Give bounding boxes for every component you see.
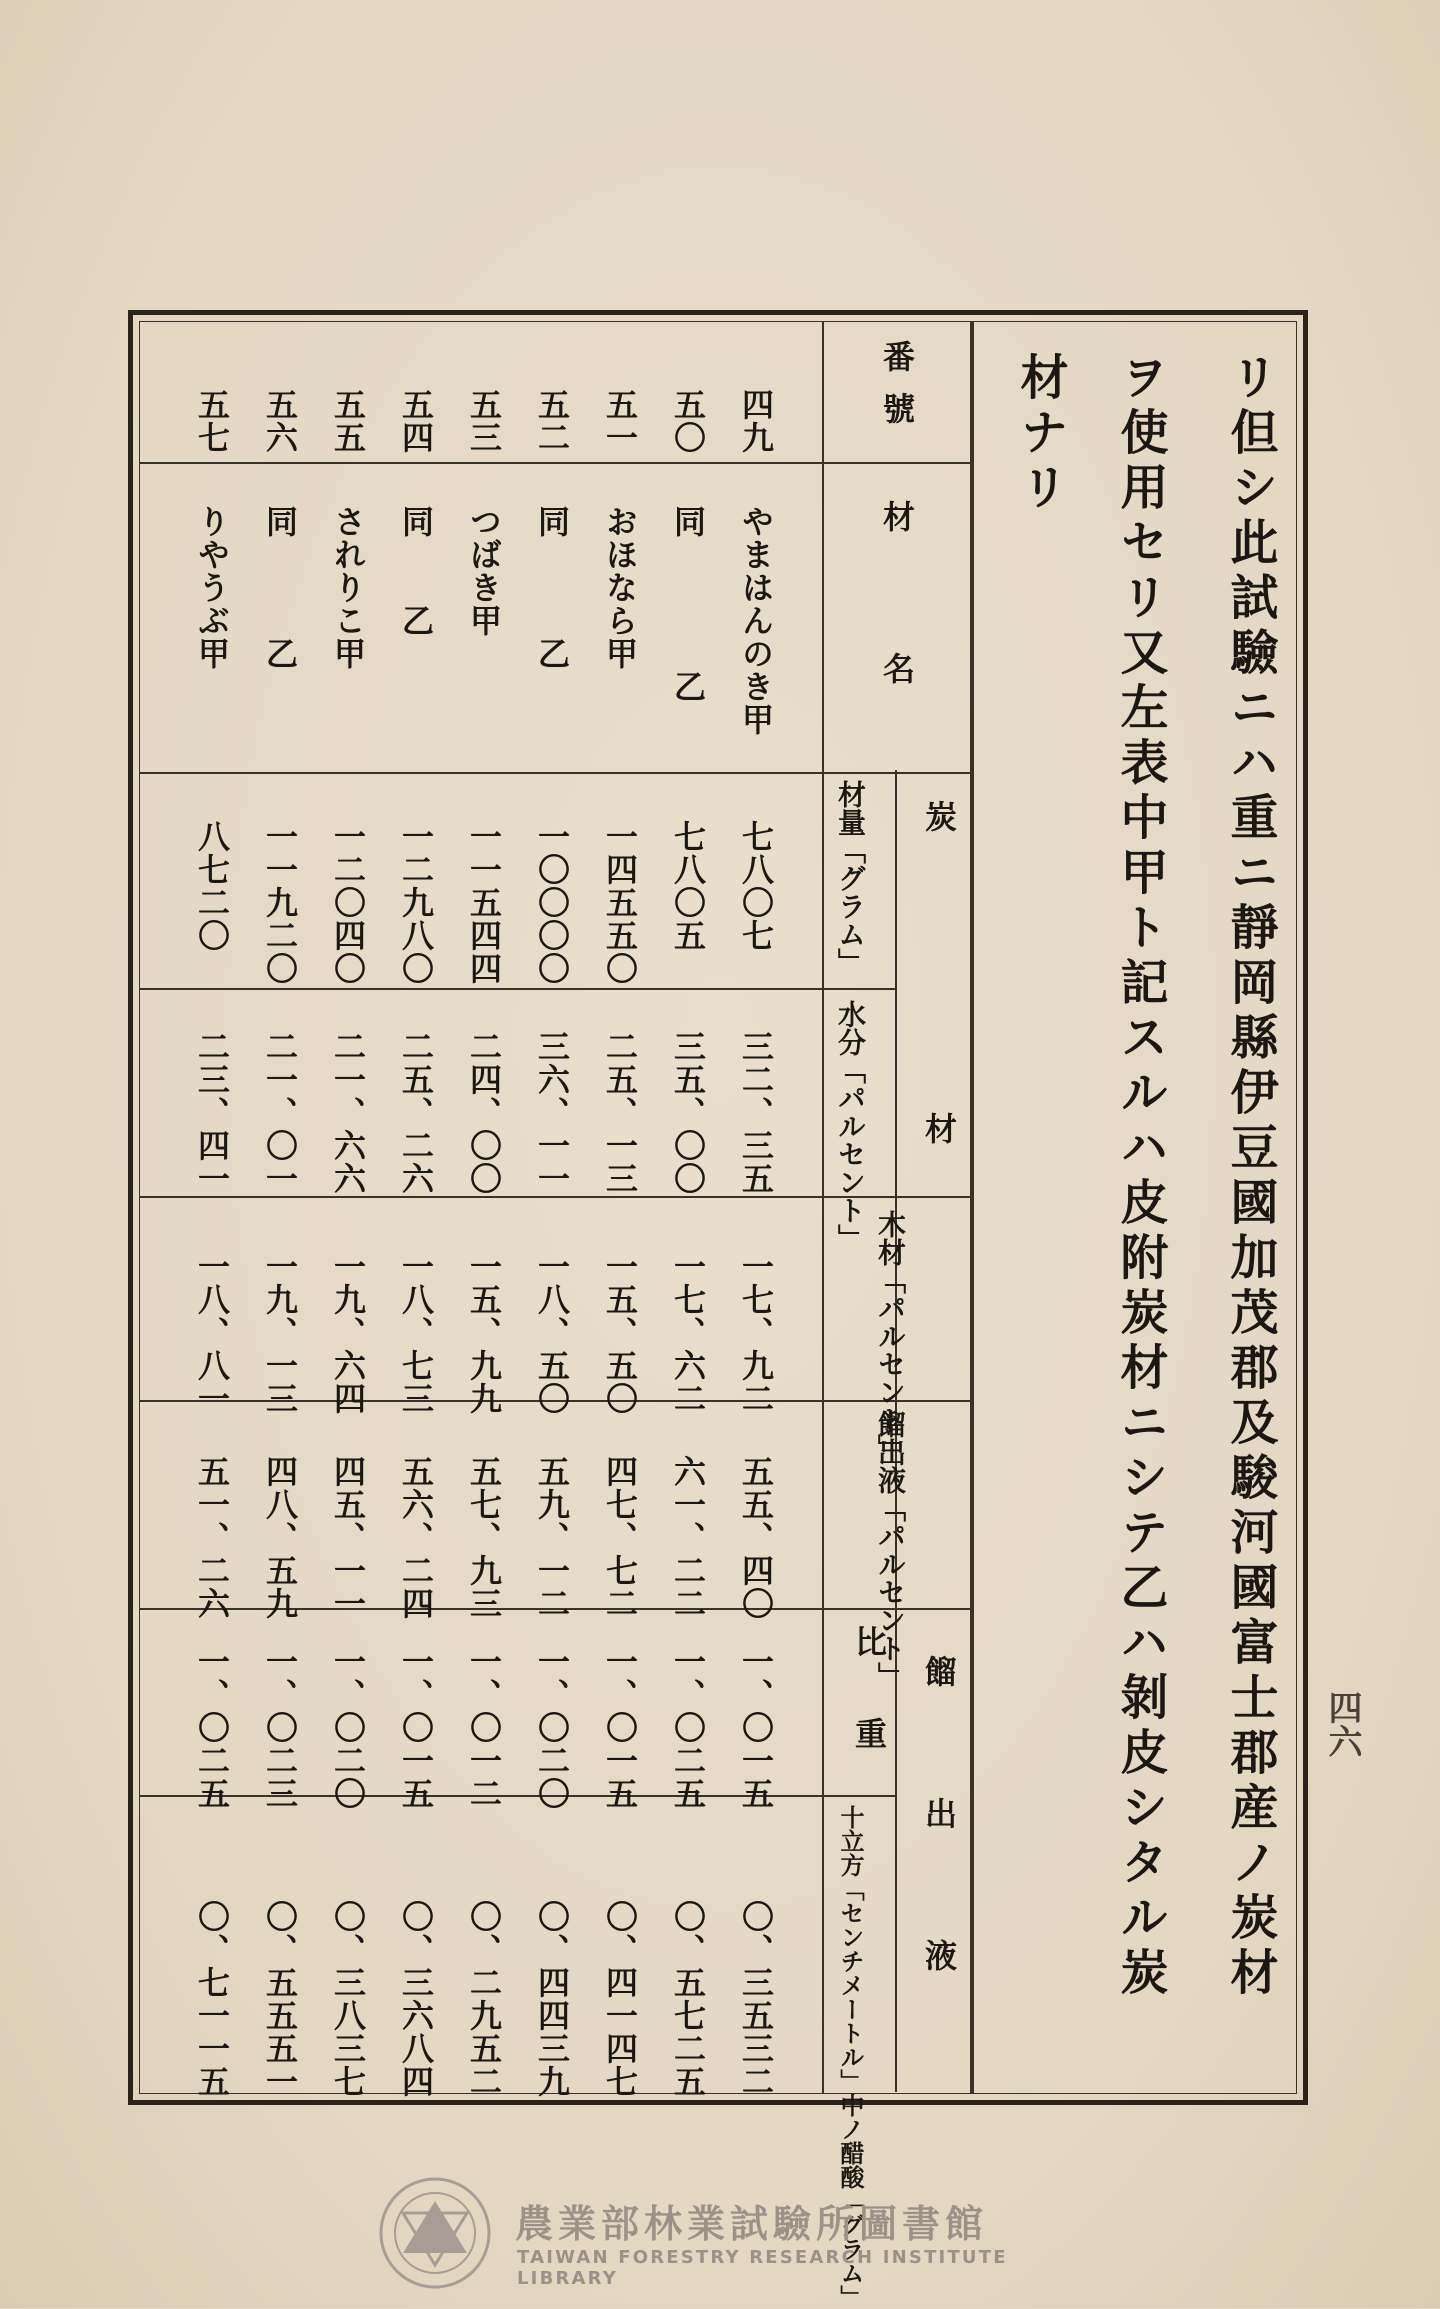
cell-specific-gravity: 一、〇二五: [669, 1645, 707, 1810]
cell-material-name: りやうぶ甲: [193, 505, 231, 670]
library-watermark: [375, 2185, 1075, 2289]
cell-material-name: 同 乙: [533, 505, 571, 670]
cell-charcoal-weight: 一一五四四: [465, 820, 503, 985]
cell-acetic-acid: 〇、三六八四: [397, 1900, 435, 2098]
cell-charcoal-weight: 七八〇五: [669, 820, 707, 952]
header-wood-percent: 木材「パルセント」: [874, 1210, 907, 1462]
header-acetic-acid: 十立方「センチメートル」中ノ醋酸「グラム」: [836, 1805, 865, 2309]
header-charcoal-group: 炭材: [920, 800, 958, 1424]
cell-wood-percent: 一七、六二: [669, 1250, 707, 1415]
cell-specific-gravity: 一、〇一二: [465, 1645, 503, 1810]
cell-charcoal-weight: 一二〇四〇: [329, 820, 367, 985]
cell-number: 五一: [601, 388, 639, 454]
header-vinegar-group: 餾出液: [920, 1655, 958, 2081]
header-specific-gravity: 比重: [850, 1625, 888, 1809]
header-moisture: 水分「パルセント」: [834, 1000, 867, 1252]
cell-wood-percent: 一八、七三: [397, 1250, 435, 1415]
cell-number: 五三: [465, 388, 503, 454]
cell-acetic-acid: 〇、三八三七: [329, 1900, 367, 2098]
cell-specific-gravity: 一、〇二五: [193, 1645, 231, 1810]
cell-acetic-acid: 〇、二九五二: [465, 1900, 503, 2098]
row-line-weight: [140, 988, 895, 990]
cell-acetic-acid: 〇、三五三二: [737, 1900, 775, 2098]
cell-number: 五六: [261, 388, 299, 454]
header-line-number: [822, 462, 970, 464]
cell-number: 五二: [533, 388, 571, 454]
cell-acetic-acid: 〇、四四三九: [533, 1900, 571, 2098]
library-seal-icon: [375, 2173, 495, 2293]
cell-charcoal-weight: 八七二〇: [193, 820, 231, 952]
cell-material-name: 同 乙: [397, 505, 435, 637]
cell-material-name: やまはんのき甲: [737, 505, 775, 736]
cell-acetic-acid: 〇、七一一五: [193, 1900, 231, 2098]
cell-moisture: 三六、一一: [533, 1030, 571, 1195]
cell-wood-percent: 一九、六四: [329, 1250, 367, 1415]
table-inner-border: [139, 321, 1297, 2094]
header-material: 材名: [878, 500, 916, 804]
cell-distillate-percent: 六一、二二: [669, 1455, 707, 1620]
cell-material-name: つばき甲: [465, 505, 503, 637]
cell-moisture: 三五、〇〇: [669, 1030, 707, 1195]
cell-distillate-percent: 四八、五九: [261, 1455, 299, 1620]
cell-distillate-percent: 四五、一一: [329, 1455, 367, 1620]
header-distillate-percent: 餾出液「パルセント」: [874, 1410, 907, 1690]
cell-wood-percent: 一五、九九: [465, 1250, 503, 1415]
page-folio: 四六: [1322, 1690, 1362, 1758]
cell-moisture: 二三、四一: [193, 1030, 231, 1195]
header-number: 番號: [878, 340, 916, 444]
row-line-gravity: [140, 1795, 895, 1797]
cell-material-name: おほなら甲: [601, 505, 639, 670]
cell-acetic-acid: 〇、五五五一: [261, 1900, 299, 2098]
cell-specific-gravity: 一、〇二〇: [533, 1645, 571, 1810]
cell-distillate-percent: 五五、四〇: [737, 1455, 775, 1620]
cell-moisture: 二五、二六: [397, 1030, 435, 1195]
cell-distillate-percent: 五一、二六: [193, 1455, 231, 1620]
cell-number: 四九: [737, 388, 775, 454]
cell-material-name: 同 乙: [669, 505, 707, 703]
cell-acetic-acid: 〇、五七二五: [669, 1900, 707, 2098]
cell-moisture: 二四、〇〇: [465, 1030, 503, 1195]
cell-specific-gravity: 一、〇一五: [601, 1645, 639, 1810]
cell-charcoal-weight: 一二九八〇: [397, 820, 435, 985]
prose-column-3: 材ナリ: [1012, 352, 1068, 517]
cell-charcoal-weight: 七八〇七: [737, 820, 775, 952]
cell-acetic-acid: 〇、四一四七: [601, 1900, 639, 2098]
cell-moisture: 三二、三五: [737, 1030, 775, 1195]
cell-wood-percent: 一八、八一: [193, 1250, 231, 1415]
watermark-title: 農業部林業試驗所圖書館: [515, 2202, 989, 2246]
watermark-subtitle: TAIWAN FORESTRY RESEARCH INSTITUTE LIBRARY: [517, 2247, 1008, 2289]
row-line-name: [140, 772, 822, 774]
cell-moisture: 二五、一三: [601, 1030, 639, 1195]
cell-distillate-percent: 五七、九三: [465, 1455, 503, 1620]
cell-number: 五〇: [669, 388, 707, 454]
cell-distillate-percent: 五六、二四: [397, 1455, 435, 1620]
cell-material-name: されりこ甲: [329, 505, 367, 670]
cell-specific-gravity: 一、〇二三: [261, 1645, 299, 1810]
cell-number: 五四: [397, 388, 435, 454]
header-charcoal-weight: 材量「グラム」: [834, 780, 867, 976]
cell-number: 五五: [329, 388, 367, 454]
cell-moisture: 二一、〇一: [261, 1030, 299, 1195]
cell-charcoal-weight: 一四五五〇: [601, 820, 639, 985]
row-line-number: [140, 462, 822, 464]
cell-specific-gravity: 一、〇一五: [397, 1645, 435, 1810]
cell-specific-gravity: 一、〇一五: [737, 1645, 775, 1810]
cell-moisture: 二一、六六: [329, 1030, 367, 1195]
cell-number: 五七: [193, 388, 231, 454]
prose-column-2: ヲ使用セリ又左表中甲ト記スルハ皮附炭材ニシテ乙ハ剝皮シタル炭: [1112, 352, 1168, 2002]
cell-specific-gravity: 一、〇二〇: [329, 1645, 367, 1810]
cell-material-name: 同 乙: [261, 505, 299, 670]
prose-column-1: リ但シ此試驗ニハ重ニ靜岡縣伊豆國加茂郡及駿河國富士郡産ノ炭材: [1222, 352, 1278, 2002]
cell-wood-percent: 一七、九二: [737, 1250, 775, 1415]
cell-charcoal-weight: 一〇〇〇〇: [533, 820, 571, 985]
cell-distillate-percent: 五九、一二: [533, 1455, 571, 1620]
cell-charcoal-weight: 一一九二〇: [261, 820, 299, 985]
cell-distillate-percent: 四七、七二: [601, 1455, 639, 1620]
header-divider: [822, 322, 824, 2094]
cell-wood-percent: 一八、五〇: [533, 1250, 571, 1415]
cell-wood-percent: 一五、五〇: [601, 1250, 639, 1415]
prose-table-divider: [970, 322, 974, 2094]
cell-wood-percent: 一九、一三: [261, 1250, 299, 1415]
